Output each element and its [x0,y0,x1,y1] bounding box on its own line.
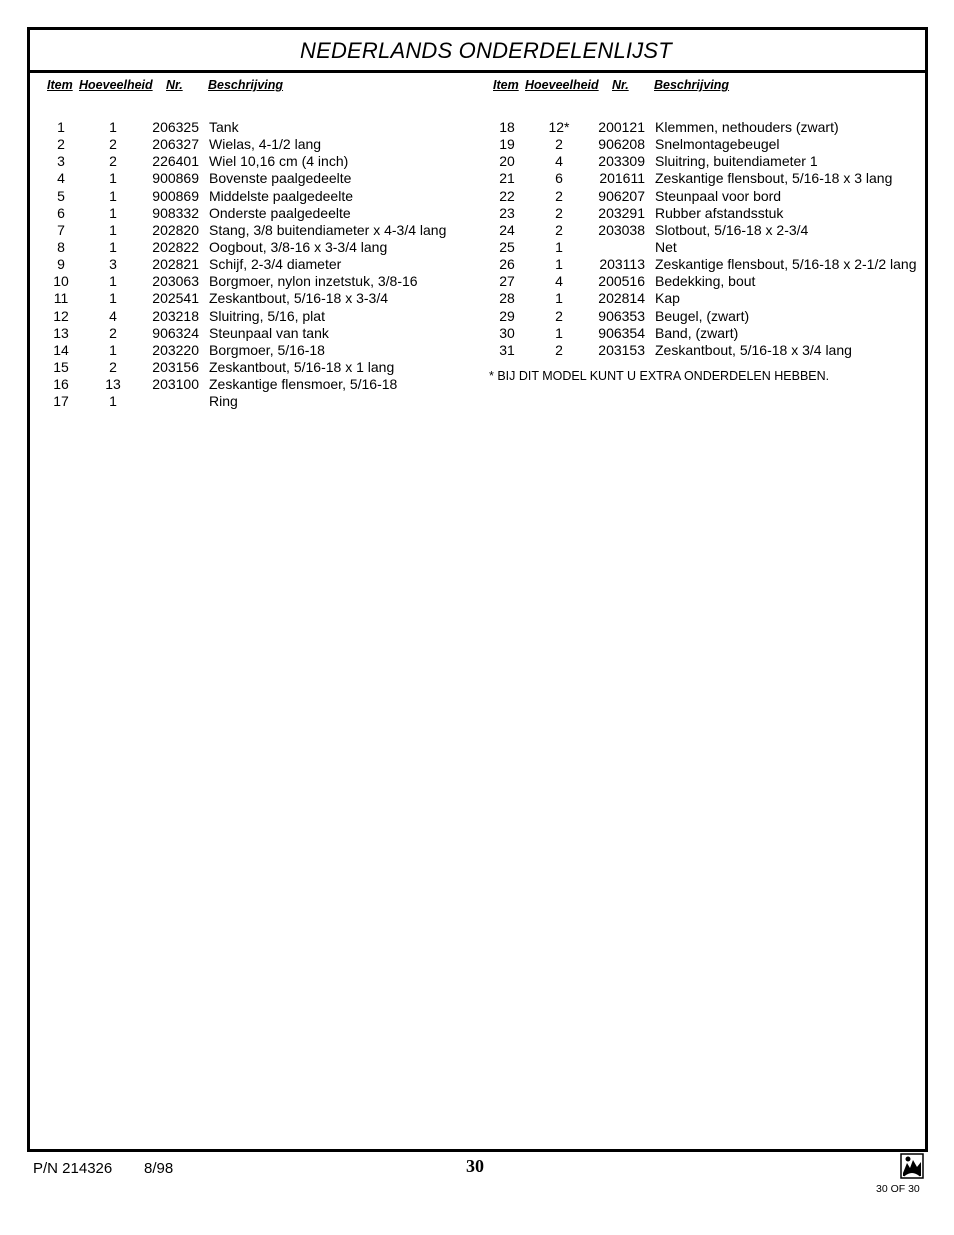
quantity: 2 [109,358,117,375]
description: Middelste paalgedeelte [209,187,353,204]
quantity: 1 [555,238,563,255]
part-number-cell: 202820 [152,221,199,238]
item-number: 28 [499,290,515,307]
table-row [46,393,476,410]
item-number: 7 [57,221,65,238]
quantity: 1 [109,393,117,410]
table-row [46,359,476,376]
page-title: NEDERLANDS ONDERDELENLIJST [300,38,672,63]
column-header-description: Beschrijving [208,78,284,92]
part-number-cell: 200121 [598,119,645,135]
part-number-cell: 203063 [152,273,199,290]
description: Zeskantige flensbout, 5/16-18 x 2-1/2 lang [655,256,917,273]
table-row [46,153,476,170]
item-number: 31 [499,341,515,358]
revision-date: 8/98 [144,1160,174,1177]
item-number: 27 [499,273,515,290]
item-number: 26 [499,256,515,273]
description: Borgmoer, 5/16-18 [209,341,325,358]
quantity: 1 [109,187,117,204]
part-number-cell: 203309 [598,153,645,170]
table-row [46,342,476,359]
quantity: 1 [555,324,563,341]
quantity: 1 [109,238,117,255]
quantity: 4 [555,273,563,290]
table-row [492,325,922,342]
column-header-description: Beschrijving [654,78,730,92]
part-number-cell: 906353 [598,307,645,324]
item-number: 30 [499,324,515,341]
table-row [46,273,476,290]
table-row [46,376,476,393]
table-row [492,273,922,290]
parts-table-right [492,78,922,359]
quantity: 2 [555,221,563,238]
item-number: 18 [499,119,515,135]
item-number: 21 [499,170,515,187]
quantity: 1 [109,170,117,187]
item-number: 25 [499,238,515,255]
item-number: 9 [57,256,65,273]
table-body-right [492,119,922,359]
parts-table-left [46,78,476,410]
part-number-cell: 201611 [599,170,645,187]
item-number: 19 [499,136,515,153]
item-number: 15 [53,358,69,375]
part-number-cell: 906324 [152,324,199,341]
item-number: 13 [53,324,69,341]
item-number: 17 [53,393,69,410]
item-number: 6 [57,204,65,221]
description: Onderste paalgedeelte [209,204,351,221]
quantity: 2 [555,204,563,221]
quantity: 6 [555,170,563,187]
item-number: 23 [499,204,515,221]
table-row [46,325,476,342]
description: Wiel 10,16 cm (4 inch) [209,153,349,170]
table-row [46,256,476,273]
item-number: 22 [499,187,515,204]
description: Schijf, 2-3/4 diameter [209,256,342,273]
table-row [492,342,922,359]
quantity: 3 [109,256,117,273]
table-row [492,222,922,239]
item-number: 10 [53,273,69,290]
description: Sluitring, buitendiameter 1 [655,153,818,170]
brand-logo-icon [900,1153,924,1179]
description: Zeskantbout, 5/16-18 x 1 lang [209,358,395,375]
description: Zeskantige flensbout, 5/16-18 x 3 lang [655,170,893,187]
quantity: 1 [109,273,117,290]
part-number-cell: 906208 [598,136,645,153]
table-row [492,308,922,325]
description: Bedekking, bout [655,273,756,290]
part-number-cell: 906354 [598,324,645,341]
quantity: 13 [105,376,121,393]
column-header-nr: Nr. [166,78,183,92]
description: Wielas, 4-1/2 lang [209,136,322,153]
table-row [46,222,476,239]
column-header-nr: Nr. [612,78,629,92]
page-number: 30 [466,1156,484,1176]
part-number-cell: 202821 [152,256,199,273]
description: Steunpaal voor bord [655,187,782,204]
part-number-cell: 226401 [152,153,199,170]
description: Zeskantige flensmoer, 5/16-18 [209,376,398,393]
part-number-cell: 203113 [599,256,645,273]
item-number: 8 [57,238,65,255]
description: Stang, 3/8 buitendiameter x 4-3/4 lang [209,221,447,238]
quantity: 1 [109,204,117,221]
quantity: 1 [109,341,117,358]
table-row [46,136,476,153]
part-number-cell: 203156 [152,358,199,375]
quantity: 1 [555,256,563,273]
quantity: 1 [109,119,117,135]
description: Zeskantbout, 5/16-18 x 3/4 lang [655,341,852,358]
description: Steunpaal van tank [209,324,329,341]
quantity: 2 [109,136,117,153]
part-number-cell: 906207 [598,187,645,204]
item-number: 24 [499,221,515,238]
page-of-indicator: 30 OF 30 [876,1183,920,1195]
table-row [492,290,922,307]
column-header-item: Item [493,78,519,92]
table-header-right [492,78,922,94]
item-number: 1 [57,119,65,135]
part-number-cell: 203218 [152,307,199,324]
table-row [46,188,476,205]
table-row [492,188,922,205]
description: Borgmoer, nylon inzetstuk, 3/8-16 [209,273,418,290]
part-number-cell: 200516 [598,273,645,290]
item-number: 29 [499,307,515,324]
quantity: 4 [555,153,563,170]
part-number-cell: 206327 [152,136,199,153]
item-number: 20 [499,153,515,170]
description: Rubber afstandsstuk [655,204,784,221]
item-number: 3 [57,153,65,170]
item-number: 14 [53,341,69,358]
item-number: 16 [53,376,69,393]
description: Snelmontagebeugel [655,136,780,153]
table-row [46,290,476,307]
table-row [46,170,476,187]
quantity: 2 [555,341,563,358]
quantity: 1 [109,221,117,238]
part-number-cell: 202541 [152,290,199,307]
item-number: 4 [57,170,65,187]
part-number-cell: 206325 [152,119,199,135]
column-header-quantity: Hoeveelheid [525,78,599,92]
description: Ring [209,393,238,410]
description: Tank [209,119,239,135]
part-number-cell: 203153 [598,341,645,358]
part-number-cell: 203038 [598,221,645,238]
table-body-left [46,119,476,410]
description: Slotbout, 5/16-18 x 2-3/4 [655,221,809,238]
table-row [492,136,922,153]
table-row [492,119,922,136]
description: Net [655,238,677,255]
quantity: 2 [109,324,117,341]
quantity: 12* [548,119,570,135]
part-number-cell: 202814 [598,290,645,307]
quantity: 4 [109,307,117,324]
quantity: 1 [109,290,117,307]
quantity: 1 [555,290,563,307]
table-row [46,239,476,256]
table-row [46,205,476,222]
description: Beugel, (zwart) [655,307,750,324]
description: Zeskantbout, 5/16-18 x 3-3/4 [209,290,388,307]
description: Kap [655,290,680,307]
description: Oogbout, 3/8-16 x 3-3/4 lang [209,238,388,255]
quantity: 2 [555,187,563,204]
title-bar [30,30,925,73]
document-frame [27,27,928,1152]
item-number: 2 [57,136,65,153]
description: Sluitring, 5/16, plat [209,307,325,324]
column-header-quantity: Hoeveelheid [79,78,153,92]
table-header-left [46,78,476,94]
table-row [492,153,922,170]
part-number-cell: 203100 [152,376,199,393]
part-number: P/N 214326 [33,1160,113,1177]
table-row [492,170,922,187]
table-row [46,308,476,325]
item-number: 11 [53,290,69,307]
part-number-cell: 203220 [152,341,199,358]
column-header-item: Item [47,78,73,92]
part-number-cell: 202822 [152,238,199,255]
extra-parts-note: * BIJ DIT MODEL KUNT U EXTRA ONDERDELEN HEBBEN. [489,369,830,383]
table-row [492,205,922,222]
part-number-cell: 900869 [152,187,199,204]
description: Band, (zwart) [655,324,739,341]
quantity: 2 [555,307,563,324]
quantity: 2 [109,153,117,170]
description: Bovenste paalgedeelte [209,170,352,187]
table-row [46,119,476,136]
part-number-cell: 908332 [152,204,199,221]
part-number-cell: 203291 [598,204,645,221]
item-number: 12 [53,307,69,324]
table-row [492,256,922,273]
item-number: 5 [57,187,65,204]
description: Klemmen, nethouders (zwart) [655,119,839,135]
quantity: 2 [555,136,563,153]
part-number-cell: 900869 [152,170,199,187]
table-row [492,239,922,256]
